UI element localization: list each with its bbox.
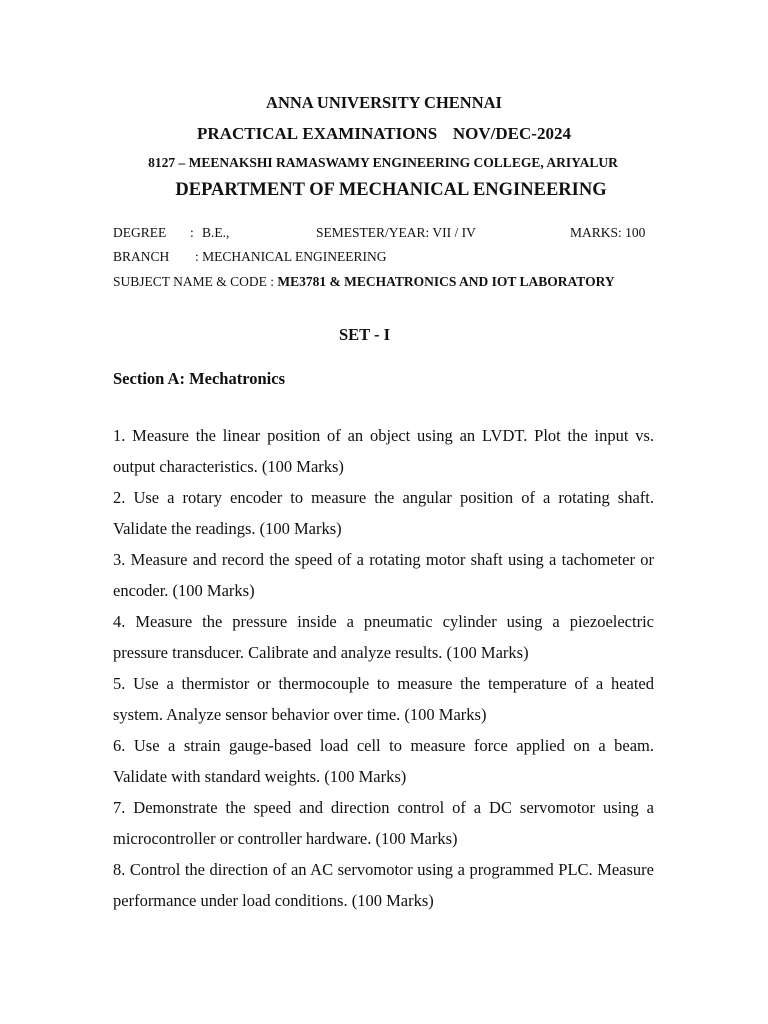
- degree-label: DEGREE: [113, 225, 167, 240]
- branch-label: BRANCH: [113, 249, 170, 264]
- subject-label: SUBJECT NAME & CODE : ME3781 & MECHATRONICS AND IOT LABORATORY: [113, 274, 615, 289]
- semester-year: SEMESTER/YEAR: VII / IV: [316, 225, 476, 240]
- question-item: 7. Demonstrate the speed and direction control of a DC servomotor using a microcontroller or controller hardware. (100 Marks): [113, 798, 654, 848]
- department-title: DEPARTMENT OF MECHANICAL ENGINEERING: [175, 180, 607, 200]
- university-title: ANNA UNIVERSITY CHENNAI: [266, 93, 502, 112]
- question-list: [113, 420, 654, 916]
- question-item: 6. Use a strain gauge-based load cell to measure force applied on a beam. Validate with standard weights. (100 Marks): [113, 736, 654, 786]
- question-item: 3. Measure and record the speed of a rotating motor shaft using a tachometer or encoder. (100 Marks): [113, 550, 654, 600]
- exam-title: PRACTICAL EXAMINATIONS NOV/DEC-2024: [197, 124, 571, 143]
- question-item: 5. Use a thermistor or thermocouple to measure the temperature of a heated system. Analyze sensor behavior over time. (100 Marks): [113, 674, 654, 724]
- degree-separator: :: [190, 225, 194, 240]
- question-item: 4. Measure the pressure inside a pneumatic cylinder using a piezoelectric pressure transducer. Calibrate and analyze results. (100 Marks): [113, 612, 654, 662]
- set-title: SET - I: [339, 325, 391, 344]
- question-item: 2. Use a rotary encoder to measure the angular position of a rotating shaft. Validate the readings. (100 Marks): [113, 488, 654, 538]
- college-name: 8127 – MEENAKSHI RAMASWAMY ENGINEERING COLLEGE, ARIYALUR: [148, 155, 618, 170]
- section-title: Section A: Mechatronics: [113, 369, 286, 388]
- marks-total: MARKS: 100: [570, 225, 646, 240]
- degree-value: B.E.,: [202, 225, 230, 240]
- branch-value: : MECHANICAL ENGINEERING: [195, 249, 387, 264]
- question-item: 1. Measure the linear position of an object using an LVDT. Plot the input vs. output characteristics. (100 Marks): [113, 426, 654, 476]
- question-item: 8. Control the direction of an AC servomotor using a programmed PLC. Measure performance under load conditions. (100 Marks): [113, 860, 654, 910]
- subject-code: ME3781 & MECHATRONICS AND IOT LABORATORY: [277, 274, 615, 289]
